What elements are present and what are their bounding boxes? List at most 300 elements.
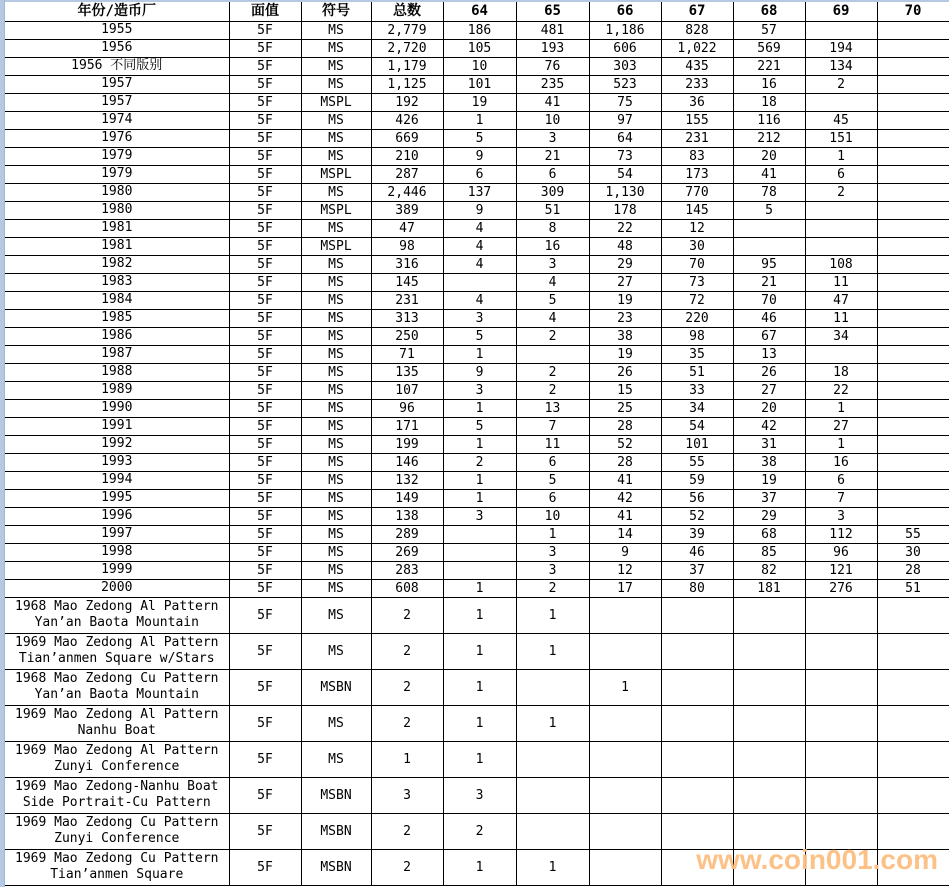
denomination-cell: 5F — [229, 849, 301, 885]
grade-count-cell: 134 — [805, 57, 877, 75]
year-mint-cell — [5, 201, 229, 219]
grade-count-cell: 13 — [733, 345, 805, 363]
grade-count-cell — [805, 219, 877, 237]
grade-count-cell: 34 — [661, 399, 733, 417]
grade-count-cell: 3 — [443, 309, 516, 327]
grade-count-cell: 1 — [805, 435, 877, 453]
grade-count-cell: 29 — [589, 255, 661, 273]
grade-count-cell: 178 — [589, 201, 661, 219]
table-row — [5, 399, 949, 417]
grade-count-cell: 6 — [516, 489, 589, 507]
grade-count-cell: 22 — [589, 219, 661, 237]
year-mint-line: 1969 Mao Zedong Al Pattern — [15, 635, 219, 650]
grade-count-cell: 42 — [733, 417, 805, 435]
grade-count-cell — [877, 399, 949, 417]
table-row — [5, 435, 949, 453]
grade-count-cell: 3 — [443, 507, 516, 525]
year-mint-line: 1987 — [101, 346, 133, 361]
year-mint-line: 1969 Mao Zedong-Nanhu Boat — [15, 779, 219, 794]
grade-count-cell: 73 — [589, 147, 661, 165]
denomination-cell: 5F — [229, 597, 301, 633]
grade-count-cell: 30 — [877, 543, 949, 561]
designation-cell: MS — [301, 183, 371, 201]
grade-count-cell: 6 — [443, 165, 516, 183]
grade-count-cell: 28 — [589, 417, 661, 435]
denomination-cell: 5F — [229, 453, 301, 471]
grade-count-cell: 3 — [516, 255, 589, 273]
year-mint-cell — [5, 543, 229, 561]
total-cell: 2,446 — [371, 183, 443, 201]
grade-count-cell — [733, 669, 805, 705]
grade-count-cell — [661, 813, 733, 849]
year-mint-line: Nanhu Boat — [77, 723, 156, 738]
grade-count-cell: 35 — [661, 345, 733, 363]
total-cell: 283 — [371, 561, 443, 579]
year-mint-cell — [5, 525, 229, 543]
year-mint-cell — [5, 57, 229, 75]
total-cell: 2 — [371, 705, 443, 741]
grade-count-cell: 5 — [443, 327, 516, 345]
grade-count-cell — [589, 597, 661, 633]
denomination-cell: 5F — [229, 93, 301, 111]
grade-count-cell: 1 — [443, 489, 516, 507]
grade-count-cell — [661, 597, 733, 633]
denomination-cell: 5F — [229, 183, 301, 201]
grade-count-cell — [877, 21, 949, 39]
grade-count-cell: 10 — [516, 111, 589, 129]
year-mint-line: 1968 Mao Zedong Cu Pattern — [15, 671, 219, 686]
table-row — [5, 147, 949, 165]
year-mint-cell — [5, 777, 229, 813]
column-header: 67 — [661, 2, 733, 21]
year-mint-line: Tian’anmen Square — [50, 867, 184, 882]
year-mint-line: 1983 — [101, 274, 133, 289]
total-cell: 171 — [371, 417, 443, 435]
grade-count-cell: 27 — [589, 273, 661, 291]
grade-count-cell — [877, 489, 949, 507]
designation-cell: MS — [301, 273, 371, 291]
year-mint-line: 1968 Mao Zedong Al Pattern — [15, 599, 219, 614]
grade-count-cell: 2 — [805, 183, 877, 201]
total-cell: 269 — [371, 543, 443, 561]
grade-count-cell: 4 — [443, 219, 516, 237]
total-cell: 210 — [371, 147, 443, 165]
column-header: 68 — [733, 2, 805, 21]
grade-count-cell: 11 — [805, 273, 877, 291]
designation-cell: MS — [301, 633, 371, 669]
table-row — [5, 453, 949, 471]
grade-count-cell: 95 — [733, 255, 805, 273]
grade-count-cell: 2 — [805, 75, 877, 93]
grade-count-cell: 37 — [661, 561, 733, 579]
grade-count-cell: 25 — [589, 399, 661, 417]
grade-count-cell: 6 — [805, 471, 877, 489]
total-cell: 47 — [371, 219, 443, 237]
year-mint-cell — [5, 255, 229, 273]
designation-cell: MSPL — [301, 237, 371, 255]
grade-count-cell — [443, 525, 516, 543]
grade-count-cell: 435 — [661, 57, 733, 75]
denomination-cell: 5F — [229, 57, 301, 75]
denomination-cell: 5F — [229, 489, 301, 507]
table-row — [5, 705, 949, 741]
grade-count-cell — [877, 435, 949, 453]
grade-count-cell: 4 — [443, 291, 516, 309]
grade-count-cell: 233 — [661, 75, 733, 93]
year-mint-line: 1955 — [101, 22, 133, 37]
grade-count-cell: 47 — [805, 291, 877, 309]
year-mint-line: 1998 — [101, 544, 133, 559]
grade-count-cell — [805, 669, 877, 705]
denomination-cell: 5F — [229, 201, 301, 219]
grade-count-cell: 1 — [516, 597, 589, 633]
designation-cell: MS — [301, 435, 371, 453]
grade-count-cell: 1 — [443, 633, 516, 669]
total-cell: 2 — [371, 849, 443, 885]
grade-count-cell: 64 — [589, 129, 661, 147]
grade-count-cell — [877, 129, 949, 147]
grade-count-cell — [443, 561, 516, 579]
year-mint-cell — [5, 507, 229, 525]
grade-count-cell: 30 — [661, 237, 733, 255]
grade-count-cell — [877, 183, 949, 201]
year-mint-cell — [5, 165, 229, 183]
year-mint-cell — [5, 21, 229, 39]
designation-cell: MS — [301, 525, 371, 543]
grade-count-cell: 70 — [661, 255, 733, 273]
grade-count-cell — [877, 219, 949, 237]
site-watermark: www.coin001.com — [696, 844, 938, 875]
grade-count-cell — [805, 633, 877, 669]
year-mint-cell — [5, 435, 229, 453]
grade-count-cell: 1 — [443, 345, 516, 363]
grade-count-cell — [877, 471, 949, 489]
denomination-cell: 5F — [229, 39, 301, 57]
year-mint-cell — [5, 327, 229, 345]
grade-count-cell: 221 — [733, 57, 805, 75]
grade-count-cell: 151 — [805, 129, 877, 147]
designation-cell: MSPL — [301, 165, 371, 183]
denomination-cell: 5F — [229, 237, 301, 255]
grade-count-cell: 13 — [516, 399, 589, 417]
column-header: 69 — [805, 2, 877, 21]
designation-cell: MSBN — [301, 849, 371, 885]
grade-count-cell: 12 — [589, 561, 661, 579]
grade-count-cell: 3 — [443, 777, 516, 813]
denomination-cell: 5F — [229, 255, 301, 273]
grade-count-cell — [661, 777, 733, 813]
grade-count-cell: 21 — [733, 273, 805, 291]
year-mint-cell — [5, 219, 229, 237]
total-cell: 2,720 — [371, 39, 443, 57]
designation-cell: MS — [301, 363, 371, 381]
grade-count-cell: 41 — [733, 165, 805, 183]
grade-count-cell: 1 — [443, 471, 516, 489]
grade-count-cell: 193 — [516, 39, 589, 57]
grade-count-cell — [877, 327, 949, 345]
year-mint-line: 1994 — [101, 472, 133, 487]
grade-count-cell — [805, 93, 877, 111]
table-row — [5, 129, 949, 147]
designation-cell: MS — [301, 255, 371, 273]
grade-count-cell — [877, 741, 949, 777]
table-row — [5, 543, 949, 561]
grade-count-cell: 27 — [805, 417, 877, 435]
grade-count-cell: 101 — [443, 75, 516, 93]
designation-cell: MS — [301, 597, 371, 633]
year-mint-line: 1957 — [101, 76, 133, 91]
designation-cell: MS — [301, 543, 371, 561]
year-mint-line: 1980 — [101, 202, 133, 217]
grade-count-cell: 15 — [589, 381, 661, 399]
grade-count-cell: 137 — [443, 183, 516, 201]
year-mint-line: 1986 — [101, 328, 133, 343]
grade-count-cell — [877, 75, 949, 93]
year-mint-cell — [5, 849, 229, 885]
denomination-cell: 5F — [229, 705, 301, 741]
year-mint-line: 1979 — [101, 148, 133, 163]
grade-count-cell: 46 — [733, 309, 805, 327]
grade-count-cell: 6 — [805, 165, 877, 183]
grade-count-cell: 1 — [443, 741, 516, 777]
grade-count-cell: 3 — [443, 381, 516, 399]
year-mint-line: 1974 — [101, 112, 133, 127]
year-mint-cell — [5, 93, 229, 111]
grade-count-cell: 3 — [516, 561, 589, 579]
grade-count-cell: 41 — [516, 93, 589, 111]
grade-count-cell — [877, 705, 949, 741]
grade-count-cell: 80 — [661, 579, 733, 597]
grade-count-cell: 828 — [661, 21, 733, 39]
total-cell: 426 — [371, 111, 443, 129]
grade-count-cell: 56 — [661, 489, 733, 507]
grade-count-cell: 523 — [589, 75, 661, 93]
table-row — [5, 597, 949, 633]
denomination-cell: 5F — [229, 75, 301, 93]
grade-count-cell — [877, 39, 949, 57]
denomination-cell: 5F — [229, 363, 301, 381]
table-row — [5, 237, 949, 255]
designation-cell: MSPL — [301, 93, 371, 111]
year-mint-cell — [5, 597, 229, 633]
total-cell: 2,779 — [371, 21, 443, 39]
grade-count-cell: 186 — [443, 21, 516, 39]
grade-count-cell — [877, 633, 949, 669]
grade-count-cell: 481 — [516, 21, 589, 39]
year-mint-cell — [5, 741, 229, 777]
grade-count-cell: 72 — [661, 291, 733, 309]
denomination-cell: 5F — [229, 399, 301, 417]
grade-count-cell: 2 — [443, 813, 516, 849]
grade-count-cell: 231 — [661, 129, 733, 147]
year-mint-line: 1985 — [101, 310, 133, 325]
year-mint-cell — [5, 129, 229, 147]
denomination-cell: 5F — [229, 813, 301, 849]
denomination-cell: 5F — [229, 165, 301, 183]
year-mint-line: 1996 — [101, 508, 133, 523]
year-mint-cell — [5, 111, 229, 129]
year-mint-cell — [5, 75, 229, 93]
denomination-cell: 5F — [229, 435, 301, 453]
grade-count-cell — [516, 741, 589, 777]
denomination-cell: 5F — [229, 309, 301, 327]
grade-count-cell: 28 — [589, 453, 661, 471]
total-cell: 289 — [371, 525, 443, 543]
grade-count-cell: 19 — [589, 291, 661, 309]
grade-count-cell — [805, 237, 877, 255]
grade-count-cell: 116 — [733, 111, 805, 129]
grade-count-cell: 20 — [733, 147, 805, 165]
denomination-cell: 5F — [229, 777, 301, 813]
grade-count-cell: 19 — [733, 471, 805, 489]
grade-count-cell — [733, 237, 805, 255]
year-mint-cell — [5, 813, 229, 849]
grade-count-cell: 1 — [805, 147, 877, 165]
denomination-cell: 5F — [229, 507, 301, 525]
grade-count-cell — [877, 291, 949, 309]
grade-count-cell: 67 — [733, 327, 805, 345]
designation-cell: MS — [301, 291, 371, 309]
year-mint-line: 1957 — [101, 94, 133, 109]
grade-count-cell — [589, 777, 661, 813]
denomination-cell: 5F — [229, 111, 301, 129]
grade-count-cell: 22 — [805, 381, 877, 399]
grade-count-cell: 11 — [805, 309, 877, 327]
column-header: 65 — [516, 2, 589, 21]
designation-cell: MS — [301, 129, 371, 147]
grade-count-cell: 9 — [443, 147, 516, 165]
total-cell: 669 — [371, 129, 443, 147]
grade-count-cell: 2 — [443, 453, 516, 471]
table-row — [5, 849, 949, 885]
year-mint-cell — [5, 237, 229, 255]
grade-count-cell: 5 — [443, 417, 516, 435]
grade-count-cell: 9 — [589, 543, 661, 561]
designation-cell: MS — [301, 471, 371, 489]
year-mint-line: 1999 — [101, 562, 133, 577]
grade-count-cell: 155 — [661, 111, 733, 129]
grade-count-cell: 101 — [661, 435, 733, 453]
grade-count-cell: 54 — [661, 417, 733, 435]
table-row — [5, 525, 949, 543]
grade-count-cell: 31 — [733, 435, 805, 453]
total-cell: 107 — [371, 381, 443, 399]
year-mint-cell — [5, 669, 229, 705]
year-mint-cell — [5, 309, 229, 327]
column-header: 面值 — [229, 2, 301, 21]
table-row — [5, 183, 949, 201]
grade-count-cell — [661, 741, 733, 777]
grade-count-cell — [733, 813, 805, 849]
grade-count-cell — [805, 777, 877, 813]
denomination-cell: 5F — [229, 669, 301, 705]
grade-count-cell: 39 — [661, 525, 733, 543]
grade-count-cell: 5 — [733, 201, 805, 219]
table-row — [5, 669, 949, 705]
table-row — [5, 417, 949, 435]
year-mint-line: 1979 — [101, 166, 133, 181]
grade-count-cell: 27 — [733, 381, 805, 399]
grade-count-cell: 121 — [805, 561, 877, 579]
grade-count-cell: 83 — [661, 147, 733, 165]
grade-count-cell: 21 — [516, 147, 589, 165]
grade-count-cell: 145 — [661, 201, 733, 219]
grade-count-cell: 1 — [443, 579, 516, 597]
year-mint-cell — [5, 345, 229, 363]
grade-count-cell: 8 — [516, 219, 589, 237]
designation-cell: MS — [301, 399, 371, 417]
grade-count-cell — [877, 813, 949, 849]
year-mint-line: 1990 — [101, 400, 133, 415]
grade-count-cell — [877, 273, 949, 291]
grade-count-cell: 1,186 — [589, 21, 661, 39]
total-cell: 287 — [371, 165, 443, 183]
designation-cell: MSBN — [301, 777, 371, 813]
total-cell: 192 — [371, 93, 443, 111]
year-mint-line: 1981 — [101, 238, 133, 253]
year-mint-line: Tian’anmen Square w/Stars — [18, 651, 215, 666]
grade-count-cell: 70 — [733, 291, 805, 309]
designation-cell: MS — [301, 21, 371, 39]
table-row — [5, 111, 949, 129]
grade-count-cell: 212 — [733, 129, 805, 147]
designation-cell: MS — [301, 381, 371, 399]
table-row — [5, 327, 949, 345]
total-cell: 96 — [371, 399, 443, 417]
column-header: 64 — [443, 2, 516, 21]
grade-count-cell: 16 — [805, 453, 877, 471]
year-mint-cell — [5, 633, 229, 669]
grade-count-cell: 46 — [661, 543, 733, 561]
denomination-cell: 5F — [229, 345, 301, 363]
grade-count-cell: 37 — [733, 489, 805, 507]
grade-count-cell: 9 — [443, 201, 516, 219]
column-header: 年份/造币厂 — [5, 2, 229, 21]
grade-count-cell: 55 — [661, 453, 733, 471]
year-mint-cell — [5, 39, 229, 57]
designation-cell: MS — [301, 417, 371, 435]
total-cell: 132 — [371, 471, 443, 489]
grade-count-cell: 9 — [443, 363, 516, 381]
year-mint-line: 1969 Mao Zedong Al Pattern — [15, 743, 219, 758]
grade-count-cell: 26 — [733, 363, 805, 381]
grade-count-cell: 29 — [733, 507, 805, 525]
grade-count-cell: 569 — [733, 39, 805, 57]
year-mint-line: 1969 Mao Zedong Cu Pattern — [15, 851, 219, 866]
total-cell: 231 — [371, 291, 443, 309]
designation-cell: MS — [301, 489, 371, 507]
grade-count-cell — [805, 849, 877, 885]
designation-cell: MS — [301, 579, 371, 597]
grade-count-cell: 5 — [516, 471, 589, 489]
grade-count-cell — [877, 93, 949, 111]
grade-count-cell: 16 — [516, 237, 589, 255]
total-cell: 2 — [371, 669, 443, 705]
grade-count-cell: 1 — [516, 633, 589, 669]
grade-count-cell: 108 — [805, 255, 877, 273]
grade-count-cell — [733, 219, 805, 237]
grade-count-cell — [443, 543, 516, 561]
year-mint-line: 1991 — [101, 418, 133, 433]
year-mint-cell — [5, 291, 229, 309]
table-row — [5, 741, 949, 777]
grade-count-cell — [805, 705, 877, 741]
table-row — [5, 777, 949, 813]
grade-count-cell: 303 — [589, 57, 661, 75]
total-cell: 145 — [371, 273, 443, 291]
grade-count-cell: 10 — [443, 57, 516, 75]
grade-count-cell: 41 — [589, 471, 661, 489]
